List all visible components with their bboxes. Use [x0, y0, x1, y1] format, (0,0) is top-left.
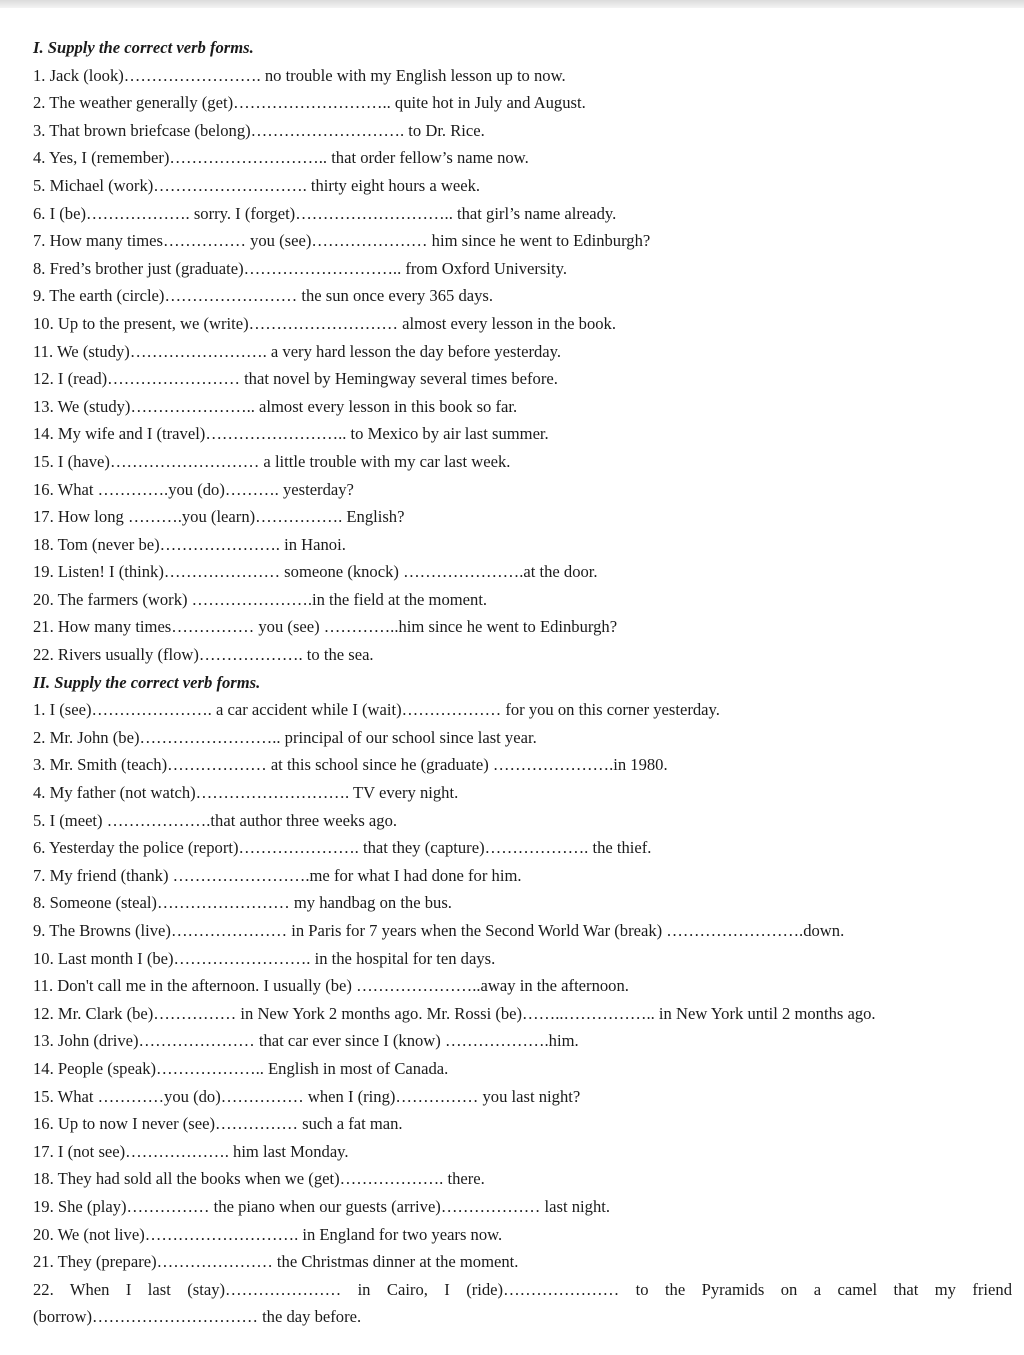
section-2: [33, 669, 1018, 1331]
list-item: 9. The Browns (live)………………… in Paris for 7 years when the Second World War (break) …………………….down.: [33, 921, 845, 940]
list-item: 16. Up to now I never (see)…………… such a fat man.: [33, 1114, 403, 1134]
section-1: [33, 34, 1018, 669]
list-item: 6. I (be)………………. sorry. I (forget)……………………….. that girl’s name already.: [33, 203, 617, 223]
list-item: 7. How many times…………… you (see)………………… him since he went to Edinburgh?: [33, 231, 651, 251]
section-2-items: [33, 696, 1018, 1331]
list-item: 18. Tom (never be)…………………. in Hanoi.: [33, 534, 346, 554]
list-item: 13. John (drive)………………… that car ever since I (know) ……………….him.: [33, 1031, 579, 1051]
list-item: 20. The farmers (work) ………………….in the field at the moment.: [33, 589, 488, 609]
list-item: 17. I (not see)………………. him last Monday.: [33, 1141, 349, 1161]
list-item: 19. Listen! I (think)………………… someone (knock) ………………….at the door.: [33, 562, 598, 582]
list-item: 10. Up to the present, we (write)……………………… almost every lesson in the book.: [33, 313, 616, 333]
list-item: 10. Last month I (be)……………………. in the hospital for ten days.: [33, 948, 496, 968]
list-item: 19. She (play)…………… the piano when our guests (arrive)……………… last night.: [33, 1196, 610, 1216]
list-item: 18. They had sold all the books when we (get)………………. there.: [33, 1169, 485, 1189]
list-item: 5. Michael (work)………………………. thirty eight hours a week.: [33, 175, 481, 195]
list-item: 22. Rivers usually (flow)………………. to the sea.: [33, 645, 374, 665]
list-item: 6. Yesterday the police (report)…………………. that they (capture)………………. the thief.: [33, 838, 652, 858]
list-item: 16. What ………….you (do)………. yesterday?: [33, 479, 354, 499]
worksheet: [33, 34, 1018, 1331]
list-item: 12. Mr. Clark (be)…………… in New York 2 months ago. Mr. Rossi (be)……..…………….. in New York until 2 months ago.: [33, 1003, 876, 1023]
list-item: 3. Mr. Smith (teach)……………… at this school since he (graduate) ………………….in 1980.: [33, 755, 668, 775]
list-item: 2. The weather generally (get)……………………….. quite hot in July and August.: [33, 93, 586, 113]
list-item: 14. People (speak)……………….. English in most of Canada.: [33, 1058, 449, 1078]
page-top-edge: [0, 0, 1024, 8]
list-item: 5. I (meet) ……………….that author three weeks ago.: [33, 810, 398, 830]
list-item: 1. I (see)…………………. a car accident while I (wait)……………… for you on this corner yesterday.: [33, 700, 720, 720]
list-item: 8. Fred’s brother just (graduate)……………………….. from Oxford University.: [33, 258, 567, 278]
list-item: 4. My father (not watch)………………………. TV every night.: [33, 783, 459, 803]
list-item: 20. We (not live)………………………. in England for two years now.: [33, 1224, 503, 1244]
list-item: 21. How many times…………… you (see) …………..him since he went to Edinburgh?: [33, 617, 618, 637]
list-item: 17. How long ……….you (learn)……………. English?: [33, 507, 405, 527]
list-item: 11. We (study)……………………. a very hard lesson the day before yesterday.: [33, 341, 561, 361]
list-item: 7. My friend (thank) …………………….me for what I had done for him.: [33, 865, 522, 885]
list-item: 12. I (read)…………………… that novel by Hemingway several times before.: [33, 369, 558, 389]
list-item: 3. That brown briefcase (belong)………………………. to Dr. Rice.: [33, 120, 485, 140]
list-item: 4. Yes, I (remember)……………………….. that order fellow’s name now.: [33, 148, 529, 168]
list-item: 9. The earth (circle)…………………… the sun once every 365 days.: [33, 286, 494, 306]
section-1-heading: I. Supply the correct verb forms.: [33, 38, 254, 57]
list-item: 1. Jack (look)……………………. no trouble with my English lesson up to now.: [33, 65, 566, 85]
list-item: 13. We (study)………………….. almost every lesson in this book so far.: [33, 396, 518, 416]
list-item: 21. They (prepare)………………… the Christmas dinner at the moment.: [33, 1252, 519, 1272]
section-2-heading: II. Supply the correct verb forms.: [33, 672, 261, 692]
section-1-items: [33, 62, 1018, 669]
list-item: 15. I (have)……………………… a little trouble with my car last week.: [33, 451, 511, 471]
list-item: 8. Someone (steal)…………………… my handbag on the bus.: [33, 893, 452, 913]
list-item: 15. What …………you (do)…………… when I (ring)…………… you last night?: [33, 1086, 581, 1106]
list-item: 14. My wife and I (travel)…………………….. to Mexico by air last summer.: [33, 424, 549, 444]
list-item: 11. Don't call me in the afternoon. I usually (be) …………………..away in the afternoon.: [33, 976, 629, 996]
list-item: 2. Mr. John (be)…………………….. principal of our school since last year.: [33, 727, 537, 747]
list-item: 22. When I last (stay)………………… in Cairo, I (ride)………………… to the Pyramids on a camel that my friend (borrow)………………………… the day before.: [33, 1279, 1012, 1327]
